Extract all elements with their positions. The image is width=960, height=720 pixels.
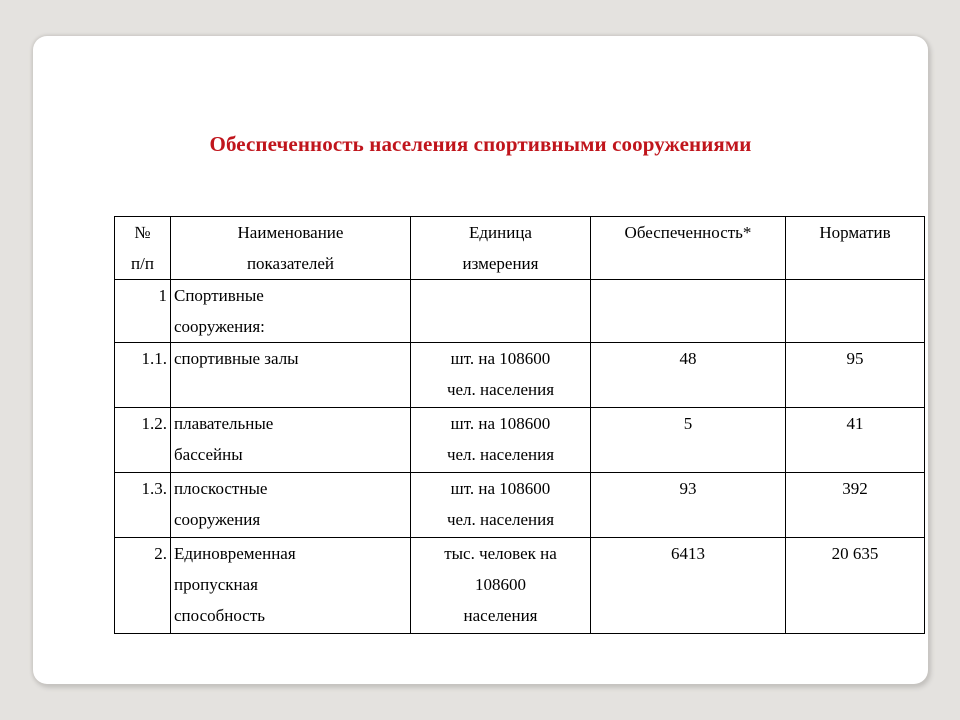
table-row	[115, 538, 925, 634]
cell-norm	[786, 280, 925, 343]
cell-name: плавательные бассейны	[171, 408, 411, 473]
cell-provision: 6413	[591, 538, 786, 634]
cell-unit: шт. на 108600 чел. населения	[411, 343, 591, 408]
cell-num: 1.1.	[115, 343, 171, 408]
cell-name: плоскостные сооружения	[171, 473, 411, 538]
cell-num: 1.3.	[115, 473, 171, 538]
cell-name: Спортивные сооружения:	[171, 280, 411, 343]
cell-name: спортивные залы	[171, 343, 411, 408]
table-row	[115, 408, 925, 473]
cell-provision: 93	[591, 473, 786, 538]
header-norm: Норматив	[786, 217, 925, 280]
cell-provision: 48	[591, 343, 786, 408]
header-name: Наименование показателей	[171, 217, 411, 280]
cell-num: 1	[115, 280, 171, 343]
header-provision: Обеспеченность*	[591, 217, 786, 280]
cell-provision: 5	[591, 408, 786, 473]
cell-provision	[591, 280, 786, 343]
cell-norm: 41	[786, 408, 925, 473]
cell-unit	[411, 280, 591, 343]
cell-unit: шт. на 108600 чел. населения	[411, 473, 591, 538]
page-title: Обеспеченность населения спортивными сооружениями	[209, 132, 752, 156]
table-row	[115, 473, 925, 538]
cell-name: Единовременная пропускная способность	[171, 538, 411, 634]
provision-table	[114, 216, 925, 634]
cell-unit: тыс. человек на 108600 населения	[411, 538, 591, 634]
table-header-row	[115, 217, 925, 280]
header-num: № п/п	[115, 217, 171, 280]
cell-norm: 392	[786, 473, 925, 538]
cell-norm: 95	[786, 343, 925, 408]
table-row	[115, 280, 925, 343]
cell-num: 2.	[115, 538, 171, 634]
slide	[33, 36, 928, 684]
table-row	[115, 343, 925, 408]
cell-unit: шт. на 108600 чел. населения	[411, 408, 591, 473]
cell-norm: 20 635	[786, 538, 925, 634]
header-unit: Единица измерения	[411, 217, 591, 280]
cell-num: 1.2.	[115, 408, 171, 473]
